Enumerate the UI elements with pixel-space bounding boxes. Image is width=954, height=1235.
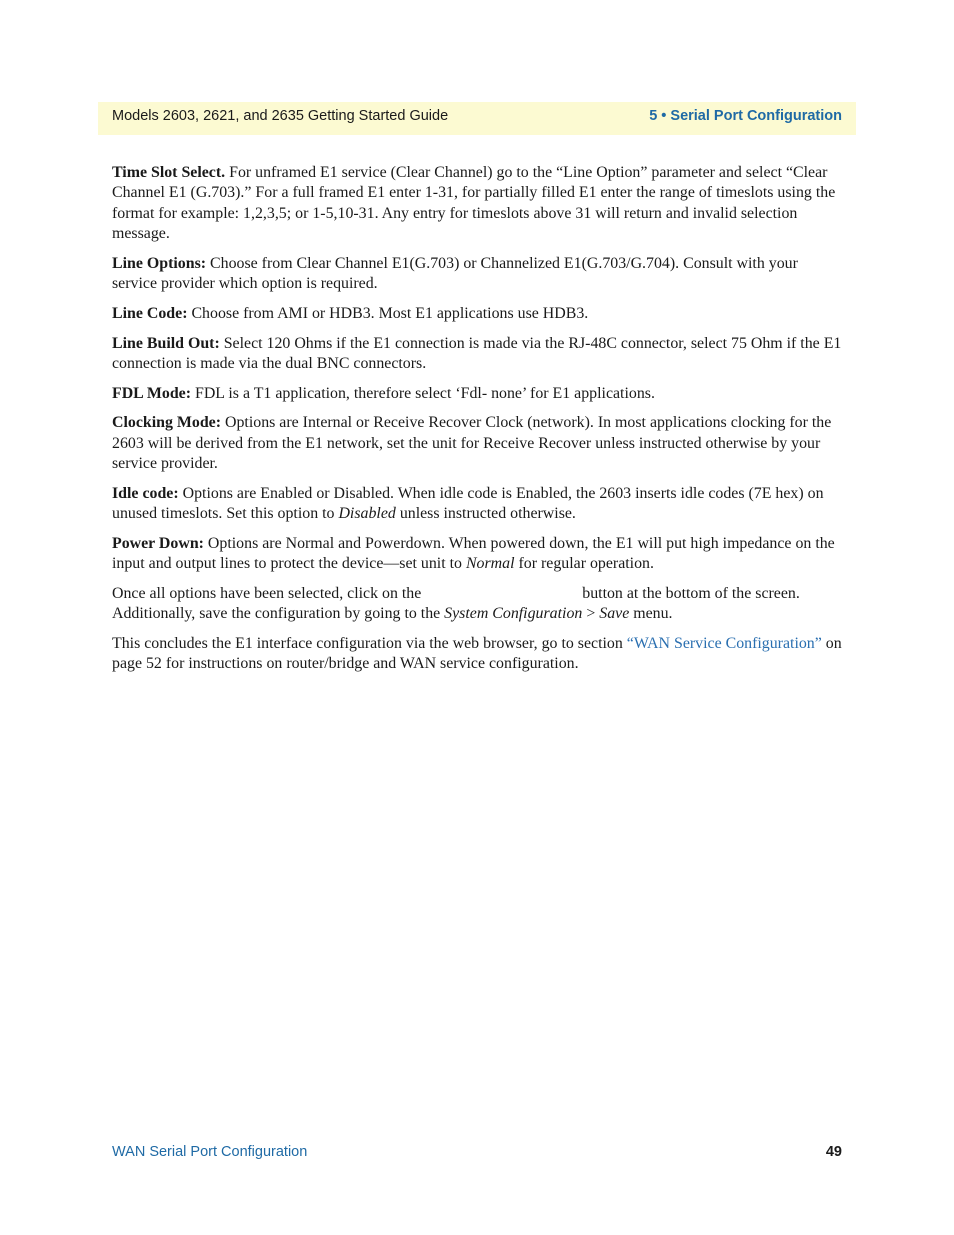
text-idle-code-before: Options are Enabled or Disabled. When idle code is Enabled, the 2603 inserts idle codes (7E hex) on unused timeslots. Set this option to — [112, 484, 824, 523]
text-line-build-out: Select 120 Ohms if the E1 connection is made via the RJ-48C connector, select 75 Ohm if the E1 connection is made via the dual BNC connectors. — [112, 334, 842, 372]
paragraph-once-all-options — [112, 584, 842, 625]
text-once-all-before: Once all options have been selected, click on the — [112, 585, 426, 603]
paragraph-power-down — [112, 534, 842, 575]
text-time-slot-select: For unframed E1 service (Clear Channel) go to the “Line Option” parameter and select “Clear Channel E1 (G.703).” For a full framed E1 enter 1-31, for partially filled E1 enter the range of timeslots using the format for example: 1,2,3,5; or 1-5,10-31. Any entry for timeslots above 31 will return and invalid selection message. — [112, 164, 836, 242]
paragraph-line-options — [112, 254, 842, 295]
paragraph-line-code — [112, 304, 842, 324]
term-line-options: Line Options: — [112, 254, 207, 272]
link-wan-service-configuration[interactable]: “WAN Service Configuration” — [626, 635, 822, 653]
term-line-build-out: Line Build Out: — [112, 334, 220, 352]
text-once-all-after: menu. — [629, 605, 673, 623]
text-power-down-after: for regular operation. — [514, 555, 654, 573]
paragraph-concludes — [112, 634, 842, 675]
emph-normal: Normal — [465, 555, 515, 573]
text-once-all-mid: button at the bottom of the screen. Additionally, save the configuration by going to the — [112, 585, 800, 623]
running-header — [98, 102, 856, 135]
emph-save: Save — [599, 605, 630, 623]
text-line-options: Choose from Clear Channel E1(G.703) or Channelized E1(G.703/G.704). Consult with your service provider which option is required. — [112, 254, 798, 292]
button-image-placeholder — [425, 584, 578, 598]
text-concludes-before: This concludes the E1 interface configuration via the web browser, go to section — [112, 635, 627, 653]
text-clocking-mode: Options are Internal or Receive Recover Clock (network). In most applications clocking for the 2603 will be derived from the E1 network, set the unit for Receive Recover unless instructed otherwise by your service provider. — [112, 414, 832, 473]
paragraph-idle-code — [112, 484, 842, 525]
footer-section-title: WAN Serial Port Configuration — [112, 1144, 308, 1160]
term-time-slot-select: Time Slot Select. — [112, 164, 226, 181]
body-content — [112, 163, 842, 684]
emph-system-configuration: System Configuration — [444, 605, 583, 623]
footer-page-number: 49 — [825, 1144, 842, 1160]
text-line-code: Choose from AMI or HDB3. Most E1 applications use HDB3. — [187, 304, 589, 322]
term-power-down: Power Down: — [112, 534, 204, 552]
paragraph-line-build-out — [112, 334, 842, 375]
emph-disabled: Disabled — [338, 505, 396, 523]
term-idle-code: Idle code: — [112, 484, 179, 502]
text-power-down-before: Options are Normal and Powerdown. When powered down, the E1 will put high impedance on the input and output lines to protect the device—set unit to — [112, 534, 835, 573]
text-menu-separator: > — [582, 605, 600, 623]
text-fdl-mode: FDL is a T1 application, therefore select ‘Fdl- none’ for E1 applications. — [191, 384, 655, 402]
text-idle-code-after: unless instructed otherwise. — [395, 505, 576, 523]
text-concludes-after: on page 52 for instructions on router/bridge and WAN service configuration. — [112, 635, 842, 673]
paragraph-time-slot-select — [112, 163, 842, 244]
term-clocking-mode: Clocking Mode: — [112, 414, 222, 432]
paragraph-fdl-mode — [112, 384, 842, 404]
header-chapter-title: 5 • Serial Port Configuration — [649, 108, 842, 124]
term-line-code: Line Code: — [112, 304, 188, 322]
header-guide-title: Models 2603, 2621, and 2635 Getting Started Guide — [112, 108, 449, 124]
paragraph-clocking-mode — [112, 413, 842, 474]
term-fdl-mode: FDL Mode: — [112, 384, 192, 402]
